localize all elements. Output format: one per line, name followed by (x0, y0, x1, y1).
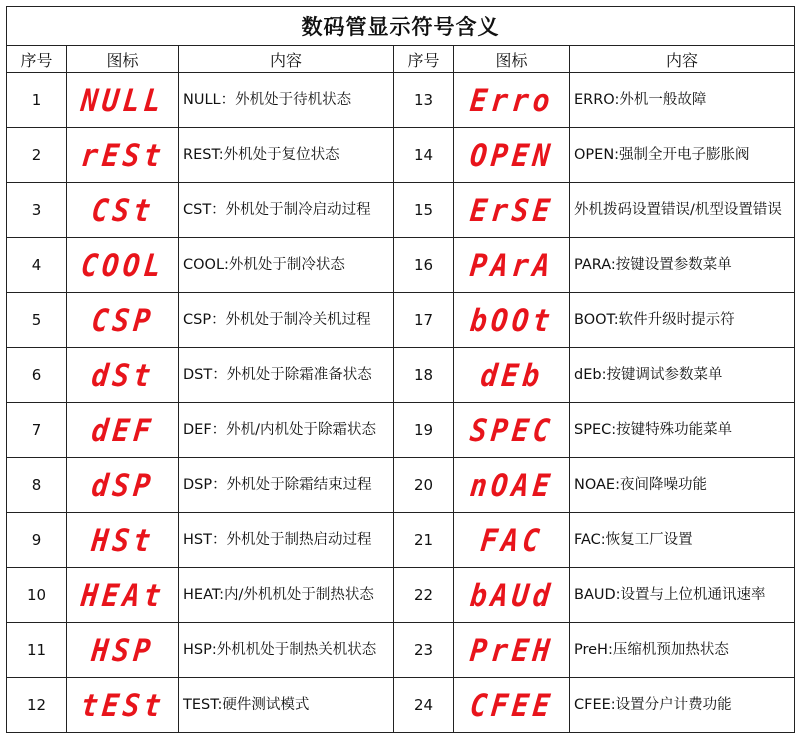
row-description-right: OPEN:强制全开电子膨胀阀 (570, 128, 795, 183)
segment-display-icon (451, 403, 573, 458)
row-index-right: 18 (394, 348, 454, 403)
segment-code: rESt (78, 136, 167, 174)
row-index-left: 7 (7, 403, 67, 458)
segment-display-icon (451, 73, 573, 128)
segment-code: HSt (89, 521, 156, 559)
segment-code: CSP (89, 301, 156, 339)
table-title: 数码管显示符号含义 (7, 7, 795, 46)
row-index-left: 12 (7, 678, 67, 733)
row-index-right: 17 (394, 293, 454, 348)
segment-display-icon (451, 678, 573, 733)
row-index-right: 21 (394, 513, 454, 568)
row-description-left: DST：外机处于除霜准备状态 (179, 348, 394, 403)
row-index-right: 20 (394, 458, 454, 513)
table-row (7, 403, 795, 458)
table-row (7, 568, 795, 623)
table-row (7, 458, 795, 513)
segment-display-icon (451, 568, 573, 623)
segment-display-icon (64, 73, 182, 128)
row-description-left: HSP:外机机处于制热关机状态 (179, 623, 394, 678)
row-index-right: 23 (394, 623, 454, 678)
segment-display-icon (64, 183, 182, 238)
row-description-right: CFEE:设置分户计费功能 (570, 678, 795, 733)
segment-code: COOL (78, 246, 167, 284)
table-row (7, 238, 795, 293)
header-content-right: 内容 (570, 46, 795, 73)
row-index-left: 9 (7, 513, 67, 568)
table-row (7, 183, 795, 238)
row-description-right: BAUD:设置与上位机通讯速率 (570, 568, 795, 623)
row-description-right: SPEC:按键特殊功能菜单 (570, 403, 795, 458)
segment-code: CSt (89, 191, 156, 229)
segment-display-icon (451, 293, 573, 348)
row-index-right: 24 (394, 678, 454, 733)
row-index-right: 22 (394, 568, 454, 623)
segment-code: bAUd (467, 576, 556, 614)
row-description-left: CSP：外机处于制冷关机过程 (179, 293, 394, 348)
row-index-left: 10 (7, 568, 67, 623)
row-description-left: HEAT:内/外机机处于制热状态 (179, 568, 394, 623)
row-description-left: COOL:外机处于制冷状态 (179, 238, 394, 293)
row-description-right: NOAE:夜间降噪功能 (570, 458, 795, 513)
segment-code: nOAE (467, 466, 556, 504)
segment-display-icon (64, 403, 182, 458)
segment-display-icon (451, 238, 573, 293)
header-index-right: 序号 (394, 46, 454, 73)
table-row (7, 513, 795, 568)
segment-code: CFEE (467, 686, 556, 724)
segment-code: PArA (467, 246, 556, 284)
row-index-right: 19 (394, 403, 454, 458)
segment-code: FAC (478, 521, 545, 559)
segment-code: HEAt (78, 576, 167, 614)
row-index-left: 3 (7, 183, 67, 238)
segment-code: NULL (78, 81, 167, 119)
table-row (7, 128, 795, 183)
segment-code: PrEH (467, 631, 556, 669)
row-index-left: 4 (7, 238, 67, 293)
segment-display-icon (64, 568, 182, 623)
row-index-left: 2 (7, 128, 67, 183)
row-description-right: BOOT:软件升级时提示符 (570, 293, 795, 348)
row-description-left: TEST:硬件测试模式 (179, 678, 394, 733)
symbol-table (6, 6, 795, 733)
segment-display-icon (451, 128, 573, 183)
segment-code: dEb (478, 356, 545, 394)
segment-code: dSt (89, 356, 156, 394)
row-index-right: 14 (394, 128, 454, 183)
segment-display-icon (64, 128, 182, 183)
segment-display-icon (451, 513, 573, 568)
row-description-left: CST：外机处于制冷启动过程 (179, 183, 394, 238)
segment-display-icon (64, 348, 182, 403)
segment-code: dEF (89, 411, 156, 449)
row-index-left: 5 (7, 293, 67, 348)
row-index-left: 6 (7, 348, 67, 403)
segment-code: tESt (78, 686, 167, 724)
table-row (7, 678, 795, 733)
row-index-left: 11 (7, 623, 67, 678)
table-row (7, 623, 795, 678)
segment-display-icon (64, 458, 182, 513)
segment-display-icon (64, 513, 182, 568)
header-index-left: 序号 (7, 46, 67, 73)
row-description-right: 外机拨码设置错误/机型设置错误 (570, 183, 795, 238)
row-index-right: 13 (394, 73, 454, 128)
row-description-left: NULL：外机处于待机状态 (179, 73, 394, 128)
segment-display-icon (64, 623, 182, 678)
header-icon-left: 图标 (67, 46, 179, 73)
segment-display-icon (451, 458, 573, 513)
row-description-right: PARA:按键设置参数菜单 (570, 238, 795, 293)
row-description-left: DSP：外机处于除霜结束过程 (179, 458, 394, 513)
table-row (7, 293, 795, 348)
segment-code: bOOt (467, 301, 556, 339)
segment-display-icon (451, 348, 573, 403)
header-content-left: 内容 (179, 46, 394, 73)
row-description-left: DEF：外机/内机处于除霜状态 (179, 403, 394, 458)
table-body (7, 73, 795, 733)
segment-code: SPEC (467, 411, 556, 449)
row-description-right: FAC:恢复工厂设置 (570, 513, 795, 568)
row-description-right: ERRO:外机一般故障 (570, 73, 795, 128)
row-description-left: HST：外机处于制热启动过程 (179, 513, 394, 568)
segment-display-icon (451, 623, 573, 678)
header-icon-right: 图标 (454, 46, 570, 73)
segment-code: OPEN (467, 136, 556, 174)
segment-code: Erro (467, 81, 556, 119)
row-description-right: dEb:按键调试参数菜单 (570, 348, 795, 403)
segment-code: dSP (89, 466, 156, 504)
segment-code: HSP (89, 631, 156, 669)
segment-code: ErSE (467, 191, 556, 229)
row-description-right: PreH:压缩机预加热状态 (570, 623, 795, 678)
segment-display-icon (64, 238, 182, 293)
row-index-left: 8 (7, 458, 67, 513)
segment-display-icon (64, 293, 182, 348)
segment-display-icon (451, 183, 573, 238)
table-row (7, 348, 795, 403)
row-index-left: 1 (7, 73, 67, 128)
table-row (7, 73, 795, 128)
row-index-right: 16 (394, 238, 454, 293)
row-description-left: REST:外机处于复位状态 (179, 128, 394, 183)
segment-display-icon (64, 678, 182, 733)
row-index-right: 15 (394, 183, 454, 238)
